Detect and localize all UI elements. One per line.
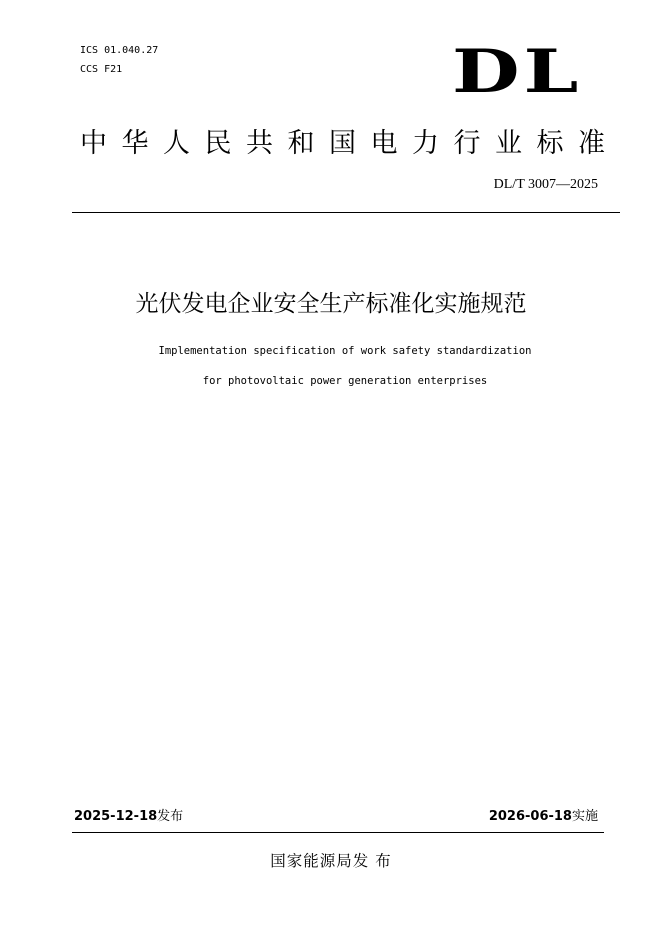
publish-label: 发布 [157,809,184,824]
dl-logo: DL [452,37,583,107]
header-divider [72,212,620,213]
standard-number: DL/T 3007—2025 [493,177,598,192]
document-title-en-line2: for photovoltaic power generation enterprises [202,375,488,387]
ics-code: ICS 01.040.27 [80,45,159,56]
footer-divider [72,832,604,833]
publish-date: 2025-12-18 [74,809,158,824]
implement-date-block [489,808,598,826]
publish-date-block [74,808,183,826]
standard-category-title: 中华人民共和国电力行业标准 [80,128,620,159]
document-title-en-line1: Implementation specification of work safety standardization [158,345,532,357]
implement-label: 实施 [571,809,598,824]
implement-date: 2026-06-18 [488,809,572,824]
ccs-code: CCS F21 [80,64,123,75]
document-title-zh: 光伏发电企业安全生产标准化实施规范 [135,291,527,317]
issuer: 国家能源局发 布 [270,852,392,870]
